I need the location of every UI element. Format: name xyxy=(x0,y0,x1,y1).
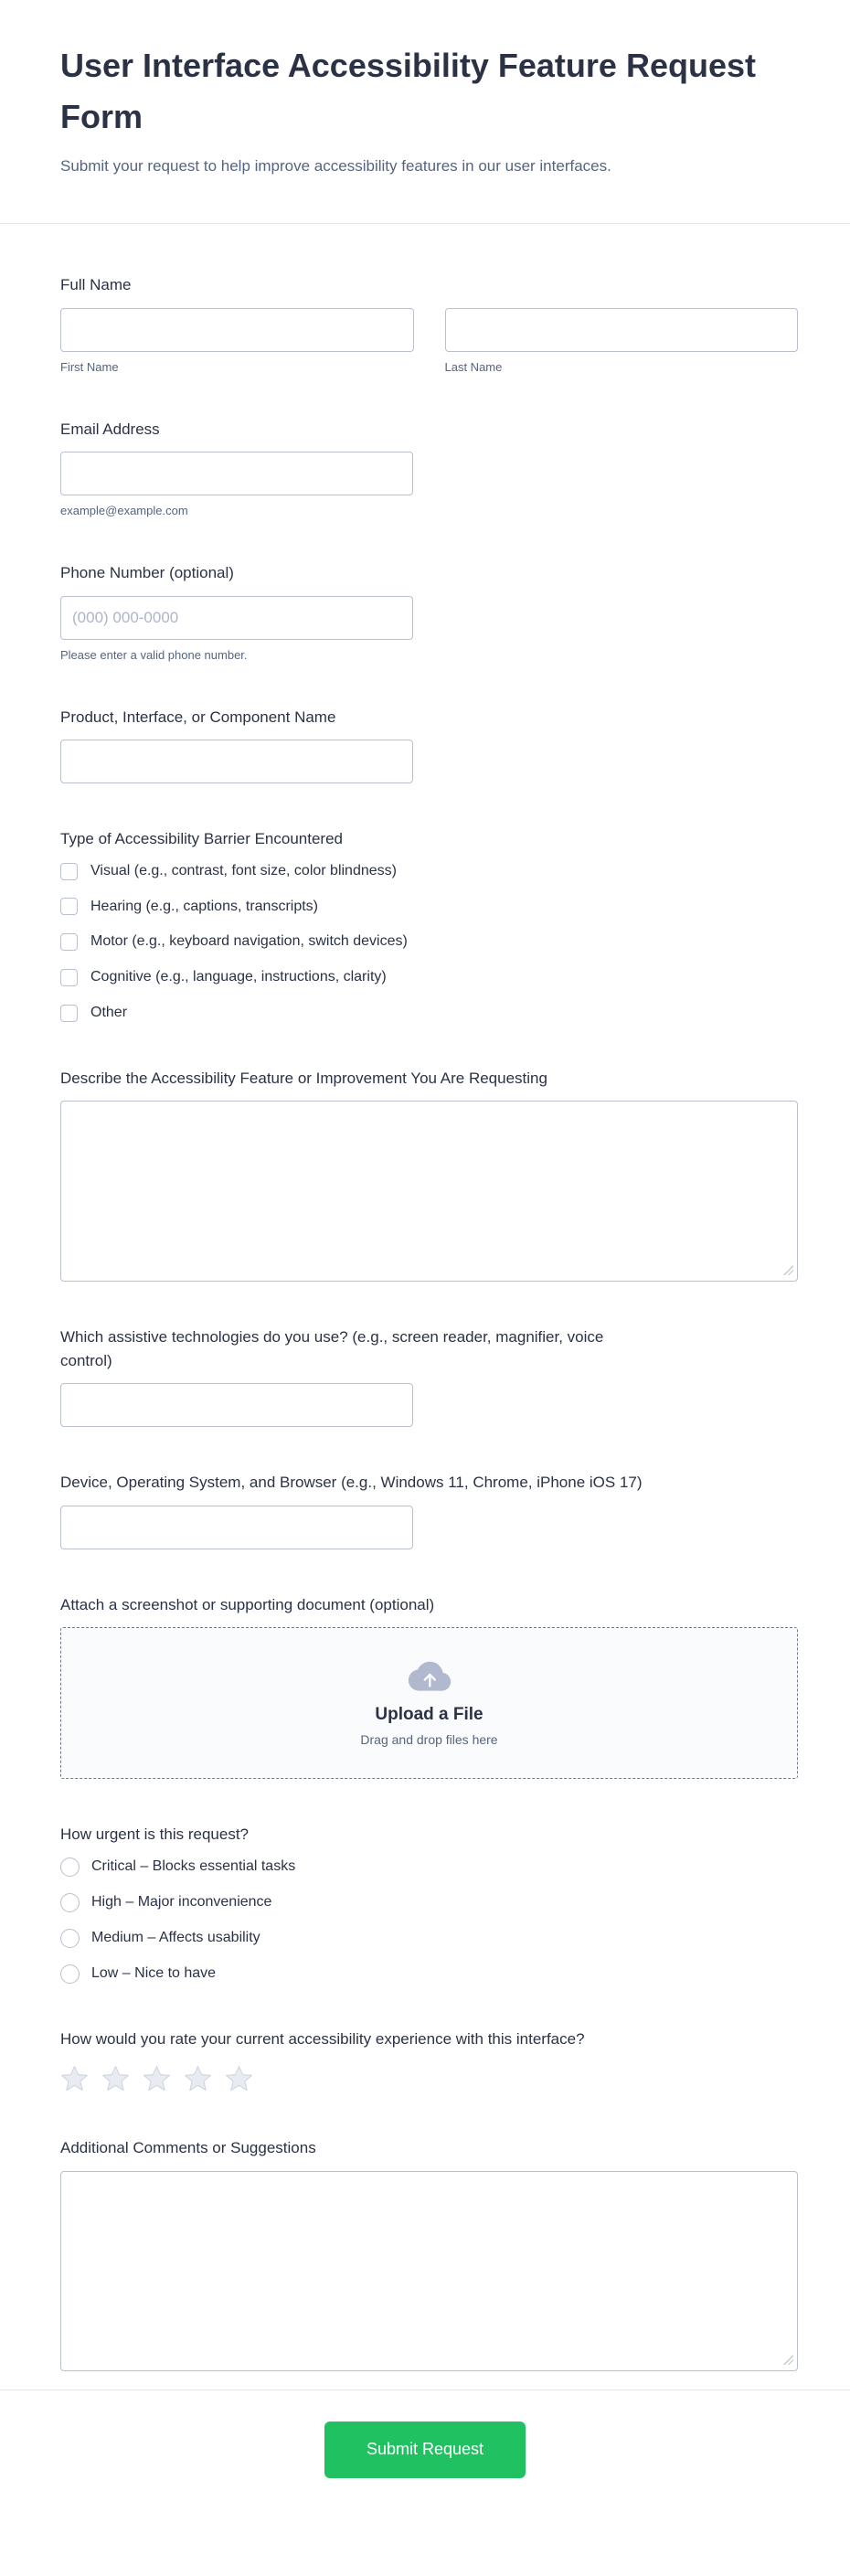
phone-input[interactable] xyxy=(60,596,413,640)
form-footer xyxy=(0,2390,850,2524)
field-urgency xyxy=(60,1823,798,1984)
page-title: User Interface Accessibility Feature Request Form xyxy=(60,47,756,135)
email-label: Email Address xyxy=(60,420,160,438)
last-name-sublabel: Last Name xyxy=(444,359,503,374)
star-icon[interactable] xyxy=(184,2065,212,2092)
urgency-option-label: Medium – Affects usability xyxy=(91,1929,260,1945)
first-name-sublabel: First Name xyxy=(60,359,119,374)
urgency-option-low[interactable] xyxy=(60,1964,798,1984)
email-sublabel: example@example.com xyxy=(60,504,188,518)
assistive-tech-input[interactable] xyxy=(60,1383,413,1427)
urgency-option-critical[interactable] xyxy=(60,1857,798,1877)
field-email xyxy=(60,418,798,518)
rating-label: How would you rate your current accessibility experience with this interface? xyxy=(60,2029,585,2048)
barrier-option-other[interactable] xyxy=(60,1004,798,1023)
product-label: Product, Interface, or Component Name xyxy=(60,708,336,726)
assistive-tech-label: Which assistive technologies do you use? (e.g., screen reader, magnifier, voice control) xyxy=(60,1328,604,1369)
email-input[interactable] xyxy=(60,452,413,495)
page-subtitle: Submit your request to help improve accessibility features in our user interfaces. xyxy=(60,156,611,175)
field-product xyxy=(60,706,798,784)
device-input[interactable] xyxy=(60,1506,413,1549)
field-comments xyxy=(60,2136,798,2371)
attachment-label: Attach a screenshot or supporting document (optional) xyxy=(60,1595,435,1613)
phone-label: Phone Number (optional) xyxy=(60,564,234,582)
urgency-label: How urgent is this request? xyxy=(60,1826,249,1844)
barrier-option-label: Motor (e.g., keyboard navigation, switch devices) xyxy=(90,933,408,950)
urgency-option-high[interactable] xyxy=(60,1893,798,1912)
device-label: Device, Operating System, and Browser (e.g., Windows 11, Chrome, iPhone iOS 17) xyxy=(60,1474,643,1492)
upload-hint: Drag and drop files here xyxy=(360,1732,498,1748)
field-attachment xyxy=(60,1593,798,1780)
barrier-option-label: Hearing (e.g., captions, transcripts) xyxy=(90,898,318,914)
urgency-option-medium[interactable] xyxy=(60,1929,798,1948)
submit-button[interactable]: Submit Request xyxy=(324,2422,526,2478)
barrier-option-label: Cognitive (e.g., language, instructions, clarity) xyxy=(90,969,387,985)
file-upload-dropzone[interactable] xyxy=(60,1627,798,1779)
checkbox-icon[interactable] xyxy=(60,1005,78,1022)
urgency-option-label: High – Major inconvenience xyxy=(91,1893,272,1910)
first-name-input[interactable] xyxy=(60,308,414,352)
checkbox-icon[interactable] xyxy=(60,969,78,986)
urgency-option-label: Low – Nice to have xyxy=(91,1964,217,1981)
radio-icon[interactable] xyxy=(60,1893,80,1912)
star-icon[interactable] xyxy=(60,2065,89,2092)
urgency-option-label: Critical – Blocks essential tasks xyxy=(91,1857,296,1874)
star-rating xyxy=(60,2065,798,2092)
phone-sublabel: Please enter a valid phone number. xyxy=(60,647,248,662)
product-input[interactable] xyxy=(60,740,413,783)
full-name-label: Full Name xyxy=(60,276,132,294)
field-phone xyxy=(60,561,798,662)
checkbox-icon[interactable] xyxy=(60,863,78,880)
barrier-option-hearing[interactable] xyxy=(60,898,798,917)
field-device xyxy=(60,1471,798,1549)
upload-title: Upload a File xyxy=(375,1705,483,1725)
field-describe xyxy=(60,1067,798,1283)
checkbox-icon[interactable] xyxy=(60,898,78,915)
star-icon[interactable] xyxy=(225,2065,253,2092)
upload-cloud-icon xyxy=(408,1659,452,1694)
field-assistive-tech xyxy=(60,1325,798,1427)
checkbox-icon[interactable] xyxy=(60,933,78,951)
form-header xyxy=(0,0,850,224)
barrier-option-label: Visual (e.g., contrast, font size, color blindness) xyxy=(90,862,397,878)
form-body xyxy=(0,224,850,2370)
star-icon[interactable] xyxy=(101,2065,130,2092)
barrier-option-cognitive[interactable] xyxy=(60,968,798,987)
star-icon[interactable] xyxy=(143,2065,171,2092)
field-rating xyxy=(60,2028,798,2093)
barrier-option-label: Other xyxy=(90,1004,128,1020)
barrier-label: Type of Accessibility Barrier Encountered xyxy=(60,830,343,848)
radio-icon[interactable] xyxy=(60,1964,80,1984)
radio-icon[interactable] xyxy=(60,1857,80,1877)
describe-textarea[interactable] xyxy=(60,1101,798,1282)
barrier-option-motor[interactable] xyxy=(60,932,798,952)
describe-label: Describe the Accessibility Feature or Improvement You Are Requesting xyxy=(60,1069,547,1087)
field-full-name xyxy=(60,273,798,374)
comments-label: Additional Comments or Suggestions xyxy=(60,2139,316,2157)
radio-icon[interactable] xyxy=(60,1929,80,1948)
last-name-input[interactable] xyxy=(445,308,799,352)
barrier-option-visual[interactable] xyxy=(60,862,798,881)
comments-textarea[interactable] xyxy=(60,2171,798,2371)
field-barrier-type xyxy=(60,827,798,1022)
